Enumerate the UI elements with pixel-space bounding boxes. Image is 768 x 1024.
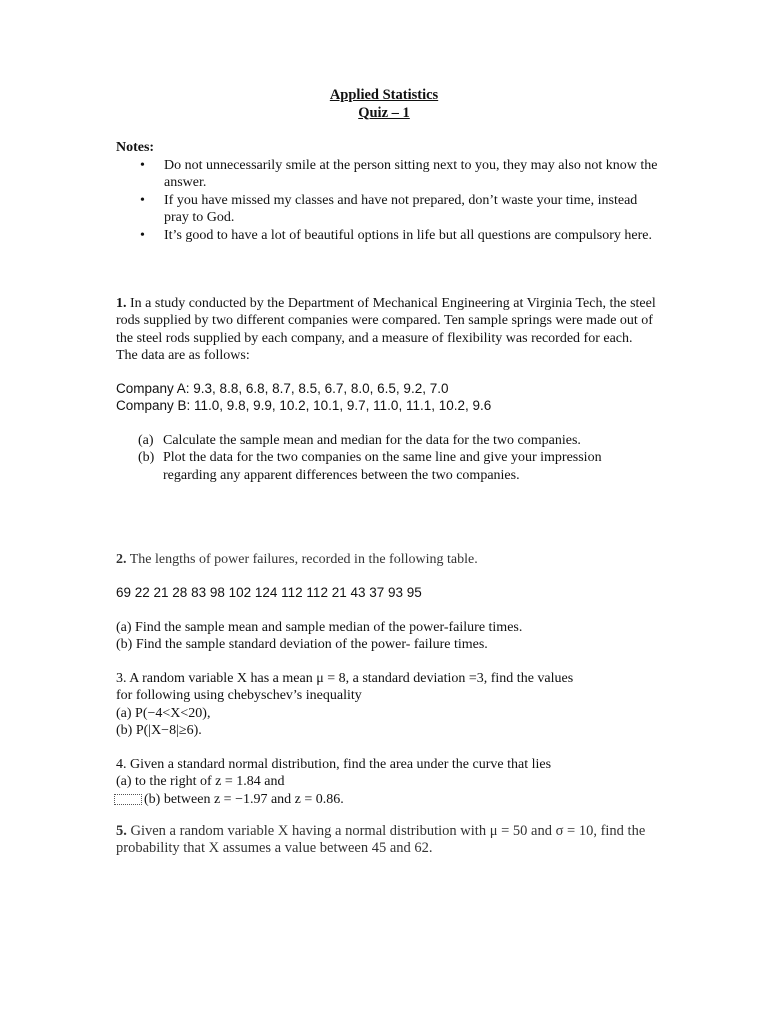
question-text: 3. A random variable X has a mean μ = 8, a standard deviation =3, find the values xyxy=(116,671,574,686)
question-text: Given a random variable X having a normal distribution with μ = 50 and σ = 10, find the probability that X assumes a value between 45 and 62. xyxy=(116,823,646,857)
company-a-data: Company A: 9.3, 8.8, 6.8, 8.7, 8.5, 6.7, 8.0, 6.5, 9.2, 7.0 xyxy=(116,381,449,396)
question-text: for following using chebyschev’s inequality xyxy=(116,688,362,704)
part-text: Calculate the sample mean and median for the data for the two companies. xyxy=(163,433,581,448)
question-1-parts xyxy=(138,432,648,484)
question-5 xyxy=(116,823,656,858)
question-2 xyxy=(116,551,656,568)
question-1 xyxy=(116,295,656,365)
question-text: In a study conducted by the Department of Mechanical Engineering at Virginia Tech, the steel rods supplied by two different companies were compared. Ten sample springs were made out of the steel rods supplied by each company, and a measure of flexibility was recorded for each. The data are as follows: xyxy=(116,296,656,364)
question-2-parts xyxy=(116,619,656,654)
question-3 xyxy=(116,670,656,740)
question-part: (b) Find the sample standard deviation of the power- failure times. xyxy=(116,637,488,653)
question-part: (a) P(−4<X<20), xyxy=(116,705,211,721)
part-label: (b) xyxy=(138,450,155,466)
question-4 xyxy=(116,756,656,808)
placeholder-marker xyxy=(114,794,142,805)
question-text: The lengths of power failures, recorded in the following table. xyxy=(129,552,478,567)
document-title: Applied Statistics xyxy=(329,87,439,103)
question-part xyxy=(138,432,648,449)
question-part: (a) to the right of z = 1.84 and xyxy=(116,774,285,790)
list-item: • If you have missed my classes and have not prepared, don’t waste your time, instead pray to God. xyxy=(140,192,660,227)
question-part xyxy=(138,449,648,484)
notes-heading: Notes: xyxy=(116,140,155,155)
question-number: 2. xyxy=(116,552,127,567)
document-header xyxy=(0,87,768,122)
company-b-data: Company B: 11.0, 9.8, 9.9, 10.2, 10.1, 9.7, 11.0, 11.1, 10.2, 9.6 xyxy=(116,398,492,414)
part-label: (a) xyxy=(138,433,154,448)
list-item: • Do not unnecessarily smile at the person sitting next to you, they may also not know the answer. xyxy=(140,157,660,192)
question-part: (b) P(|X−8|≥6). xyxy=(116,723,202,739)
list-item: • It’s good to have a lot of beautiful options in life but all questions are compulsory here. xyxy=(140,227,660,244)
notes-list xyxy=(140,157,660,244)
question-part: (a) Find the sample mean and sample median of the power-failure times. xyxy=(116,620,523,635)
question-number: 5. xyxy=(116,823,127,839)
question-text: 4. Given a standard normal distribution, find the area under the curve that lies xyxy=(116,757,552,772)
power-failure-data: 69 22 21 28 83 98 102 124 112 112 21 43 37 93 95 xyxy=(116,585,422,600)
part-text: Plot the data for the two companies on the same line and give your impression regarding any apparent differences between the two companies. xyxy=(163,450,602,483)
question-number: 1. xyxy=(116,296,127,311)
document-subtitle: Quiz – 1 xyxy=(358,104,410,121)
question-part-row xyxy=(114,791,656,808)
company-data xyxy=(116,380,656,415)
question-part: (b) between z = −1.97 and z = 0.86. xyxy=(144,791,344,807)
